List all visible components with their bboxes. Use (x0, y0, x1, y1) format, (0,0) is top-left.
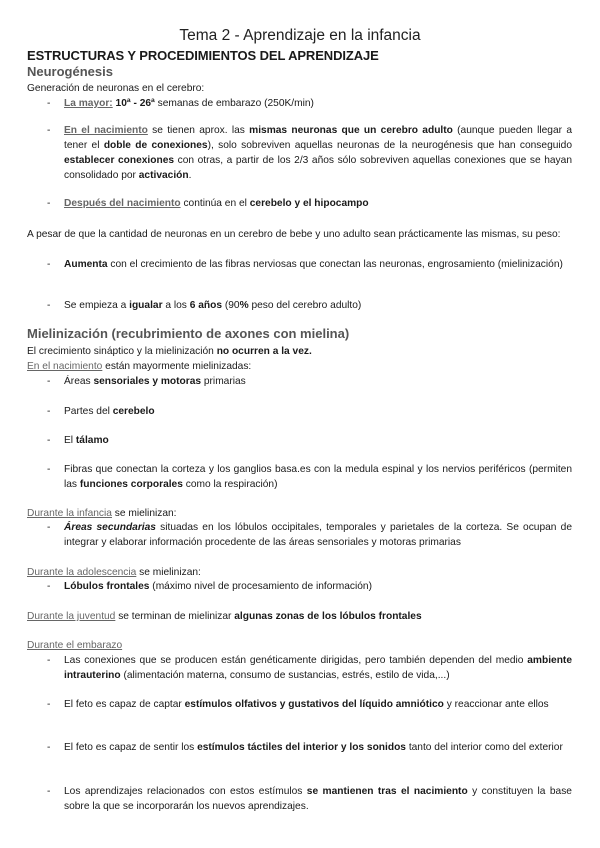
text: Las conexiones que se producen están genéticamente dirigidas, pero también dependen del medio (64, 655, 528, 666)
neurogenesis-intro: Generación de neuronas en el cerebro: (27, 83, 205, 94)
text: se mielinizan: (136, 567, 201, 578)
text: El feto es capaz de captar (64, 699, 185, 710)
list-item (47, 653, 572, 683)
list-item (47, 404, 572, 419)
underlined-label: Durante la juventud (27, 611, 116, 622)
text: . (188, 170, 192, 181)
list-item (47, 579, 572, 594)
text: continúa en el (180, 198, 250, 209)
text: tanto del interior como del exterior (405, 742, 563, 753)
text: Se empieza a (64, 300, 130, 311)
list-item (47, 462, 572, 492)
infancia-line (27, 506, 572, 521)
list-item (47, 257, 572, 272)
underlined-label: Durante el embarazo (27, 640, 123, 651)
section-heading: ESTRUCTURAS Y PROCEDIMIENTOS DEL APRENDIZAJE (27, 48, 379, 63)
bold-text: tálamo (75, 435, 109, 446)
text: Los aprendizajes relacionados con estos estímulos (64, 786, 307, 797)
text: están mayormente mielinizadas: (102, 361, 252, 372)
text: (aunque pueden llegar a tener el (64, 125, 572, 151)
text: se mielinizan: (111, 508, 177, 519)
bold-text: mismas neuronas que un cerebro adulto (249, 125, 453, 136)
text: (máximo nivel de procesamiento de información) (149, 581, 372, 592)
adolescencia-line (27, 565, 572, 580)
text: El crecimiento sináptico y la mielinización (27, 346, 217, 357)
underlined-label: La mayor: (64, 98, 113, 109)
embarazo-line (27, 638, 572, 653)
text: primarias (201, 376, 246, 387)
bold-text: estímulos olfativos y gustativos del líquido amniótico (184, 699, 444, 710)
bold-text: cerebelo y el hipocampo (249, 198, 369, 209)
bold-text: 10ª - 26ª (115, 98, 155, 109)
bold-text: ambiente intrauterino (64, 655, 572, 681)
nacimiento-line (27, 359, 572, 374)
underlined-label: Después del nacimiento (64, 198, 181, 209)
bold-text: doble de conexiones (103, 140, 208, 151)
underlined-label: Durante la adolescencia (27, 567, 137, 578)
bold-text: Aumenta (64, 259, 108, 270)
list-item (47, 784, 572, 814)
text: y reaccionar ante ellos (443, 699, 549, 710)
text: (alimentación materna, consumo de sustancias, estrés, estilo de vida,...) (120, 670, 450, 681)
text: se terminan de mielinizar (115, 611, 235, 622)
text: como la respiración) (182, 479, 278, 490)
list-item (47, 298, 572, 313)
bold-text: funciones corporales (79, 479, 183, 490)
bold-text: 6 años (189, 300, 222, 311)
mielinizacion-heading: Mielinización (recubrimiento de axones con mielina) (27, 326, 350, 341)
text: situadas en los lóbulos occipitales, temporales y parietales de la corteza. Se ocupan de integrar y elaborar información procedente de las áreas sensoriales y motoras primarias (64, 522, 572, 548)
bold-text: estímulos táctiles del interior y los sonidos (197, 742, 406, 753)
list-item (47, 96, 572, 111)
bold-text: activación (138, 170, 189, 181)
bold-text: establecer conexiones (64, 155, 175, 166)
weight-paragraph: A pesar de que la cantidad de neuronas en un cerebro de bebe y uno adulto sean prácticamente las mismas, su peso: (27, 229, 561, 240)
text: y constituyen la base sobre la que se incorporarán los nuevos aprendizajes. (64, 786, 572, 812)
text: se tienen aprox. las (147, 125, 250, 136)
text: peso del cerebro adulto) (248, 300, 362, 311)
text: Partes del (64, 406, 113, 417)
list-item (47, 740, 572, 755)
mielinizacion-intro (27, 344, 572, 359)
text: a los (162, 300, 190, 311)
list-item (47, 520, 572, 550)
text: Fibras que conectan la corteza y los ganglios basa.es con la medula espinal y los nervios periféricos (permiten las (64, 464, 572, 490)
text: con el crecimiento de las fibras nerviosas que conectan las neuronas, engrosamiento (mielinización) (107, 259, 563, 270)
neurogenesis-heading: Neurogénesis (27, 64, 113, 79)
bold-text: igualar (129, 300, 163, 311)
bold-text: cerebelo (112, 406, 155, 417)
list-item (47, 123, 572, 183)
text: con otras, a partir de los 2/3 años sólo sobreviven aquellas conexiones que se hayan consolidado por (64, 155, 572, 181)
list-item (47, 374, 572, 389)
list-item (47, 433, 572, 448)
text: ), solo sobreviven aquellas neuronas de la neurogénesis que han conseguido (207, 140, 572, 151)
bold-text: no ocurren a la vez. (216, 346, 312, 357)
text: Áreas (64, 376, 94, 387)
bold-text: Lóbulos frontales (64, 581, 150, 592)
text: (90 (222, 300, 240, 311)
juventud-line (27, 609, 572, 624)
text: El (64, 435, 76, 446)
text: semanas de embarazo (250K/min) (154, 98, 314, 109)
underlined-label: En el nacimiento (64, 125, 148, 136)
underlined-label: Durante la infancia (27, 508, 112, 519)
underlined-label: En el nacimiento (27, 361, 103, 372)
bold-text: algunas zonas de los lóbulos frontales (234, 611, 422, 622)
list-item (47, 697, 572, 712)
bold-text: % (239, 300, 249, 311)
text: El feto es capaz de sentir los (64, 742, 198, 753)
bold-text: Áreas secundarias (64, 522, 156, 533)
bold-text: se mantienen tras el nacimiento (306, 786, 468, 797)
page-title: Tema 2 - Aprendizaje en la infancia (179, 27, 421, 44)
bold-text: sensoriales y motoras (93, 376, 202, 387)
list-item (47, 196, 572, 211)
